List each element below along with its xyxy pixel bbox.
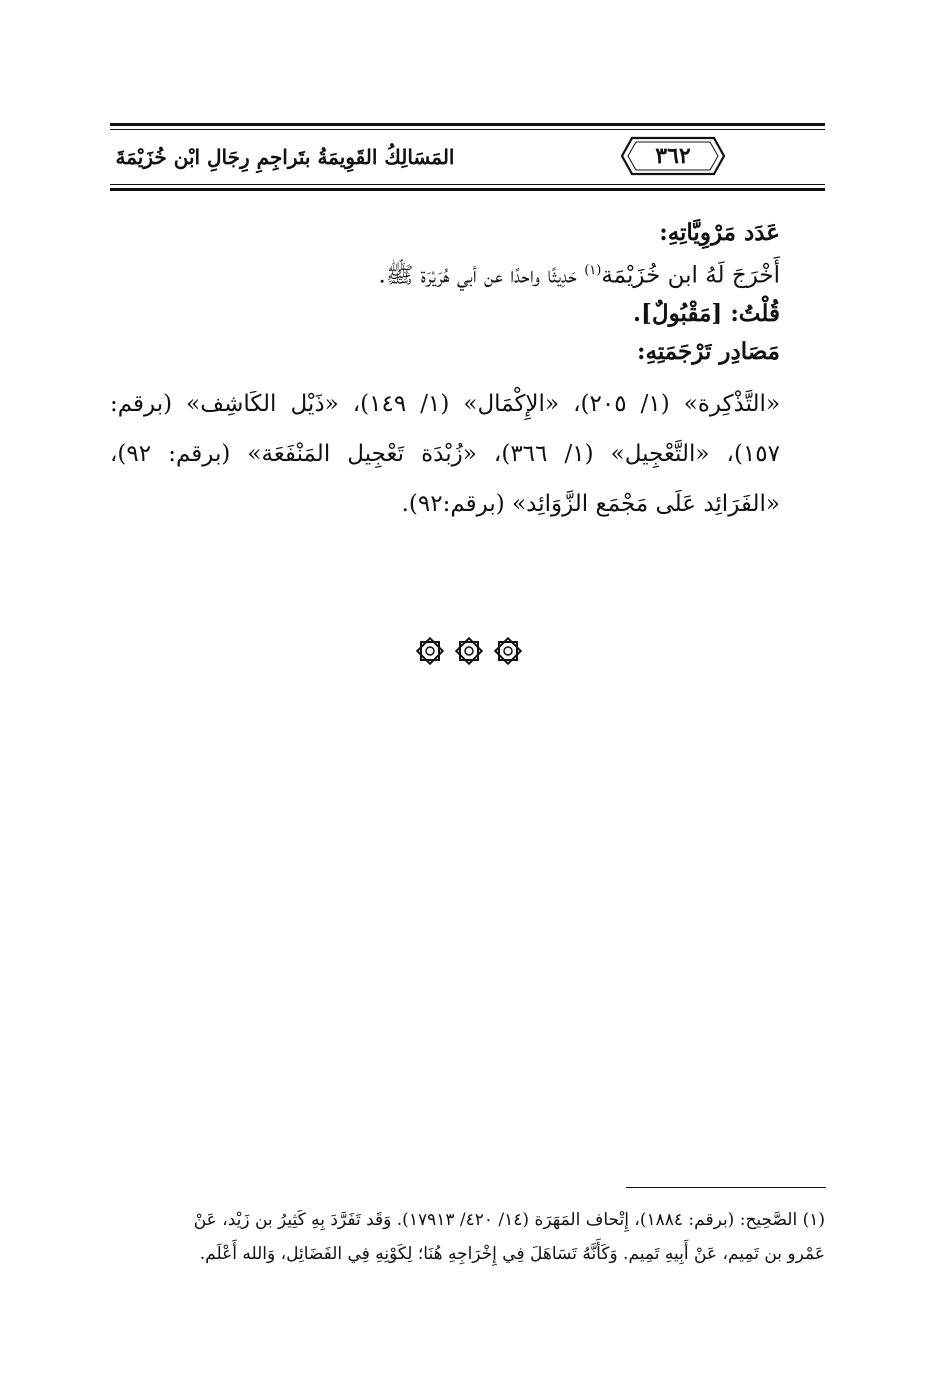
page-number-badge xyxy=(618,134,728,178)
verdict-label: قُلْتُ: xyxy=(730,299,780,327)
main-text xyxy=(110,214,780,529)
section-separator xyxy=(415,636,523,668)
star-ornament-icon xyxy=(493,636,523,666)
footnote-line: عَمْرو بن تَمِيم، عَنْ أَبِيهِ تَمِيم. وَكَأَنَّهُ تَسَاهَلَ فِي إِخْرَاجِهِ هُنَا؛ لِكَوْنِهِ فِي الفَضَائِل، وَالله أَعْلَم. xyxy=(199,1244,825,1264)
footnote-divider xyxy=(626,1187,826,1188)
footnote-line: (١) الصَّحِيح: (برقم: ١٨٨٤)، إِتْحاف المَهَرَة (١٤/ ٤٢٠/ ١٧٩١٣). وَقَد تَفَرَّدَ بِهِ كَثِيرُ بن زَيْد، عَنْ xyxy=(193,1210,825,1230)
footnote-reference: (١) xyxy=(584,263,602,278)
narrations-heading: عَدَد مَرْوِيَّاتِهِ: xyxy=(659,219,780,246)
sources-list: «التَّذْكِرة» (١/ ٢٠٥)، «الإِكْمَال» (١/ ١٤٩)، «ذَيْل الكَاشِف» (برقم: ١٥٧)، «التَّعْجِيل» (١/ ٣٦٦)، «زُبْدَة تَعْجِيل المَنْفَعَة» (برقم: ٩٢)، «الفَرَائِد عَلَى مَجْمَع الزَّوَائِد» (برقم:٩٢). xyxy=(110,390,781,517)
verdict-value: [مَقْبُولٌ]. xyxy=(633,299,731,327)
star-ornament-icon xyxy=(454,636,484,666)
star-ornament-icon xyxy=(415,636,445,666)
header-rule-bottom-thin xyxy=(110,184,825,185)
page-header xyxy=(110,118,825,198)
header-rule-top-thin xyxy=(110,129,825,130)
running-title: المَسَالِكُ القَوِيمَةُ بتَراجِمِ رِجَالِ ابْن خُزَيْمَةَ xyxy=(115,145,455,169)
narrations-text-after: حَدِيثًا واحدًا عن أبي هُرَيْرَة ﷺ. xyxy=(378,262,585,289)
page-number: ٣٦٢ xyxy=(655,143,691,169)
header-rule-bottom-thick xyxy=(110,188,825,191)
verdict-line xyxy=(110,295,780,333)
header-rule-top-thick xyxy=(110,123,825,126)
narrations-paragraph xyxy=(110,252,780,295)
sources-heading: مَصَادِر تَرْجَمَتِهِ: xyxy=(637,337,780,365)
footnotes xyxy=(125,1203,825,1271)
narrations-text-before: أَخْرَجَ لَهُ ابن خُزَيْمَة xyxy=(601,262,780,289)
